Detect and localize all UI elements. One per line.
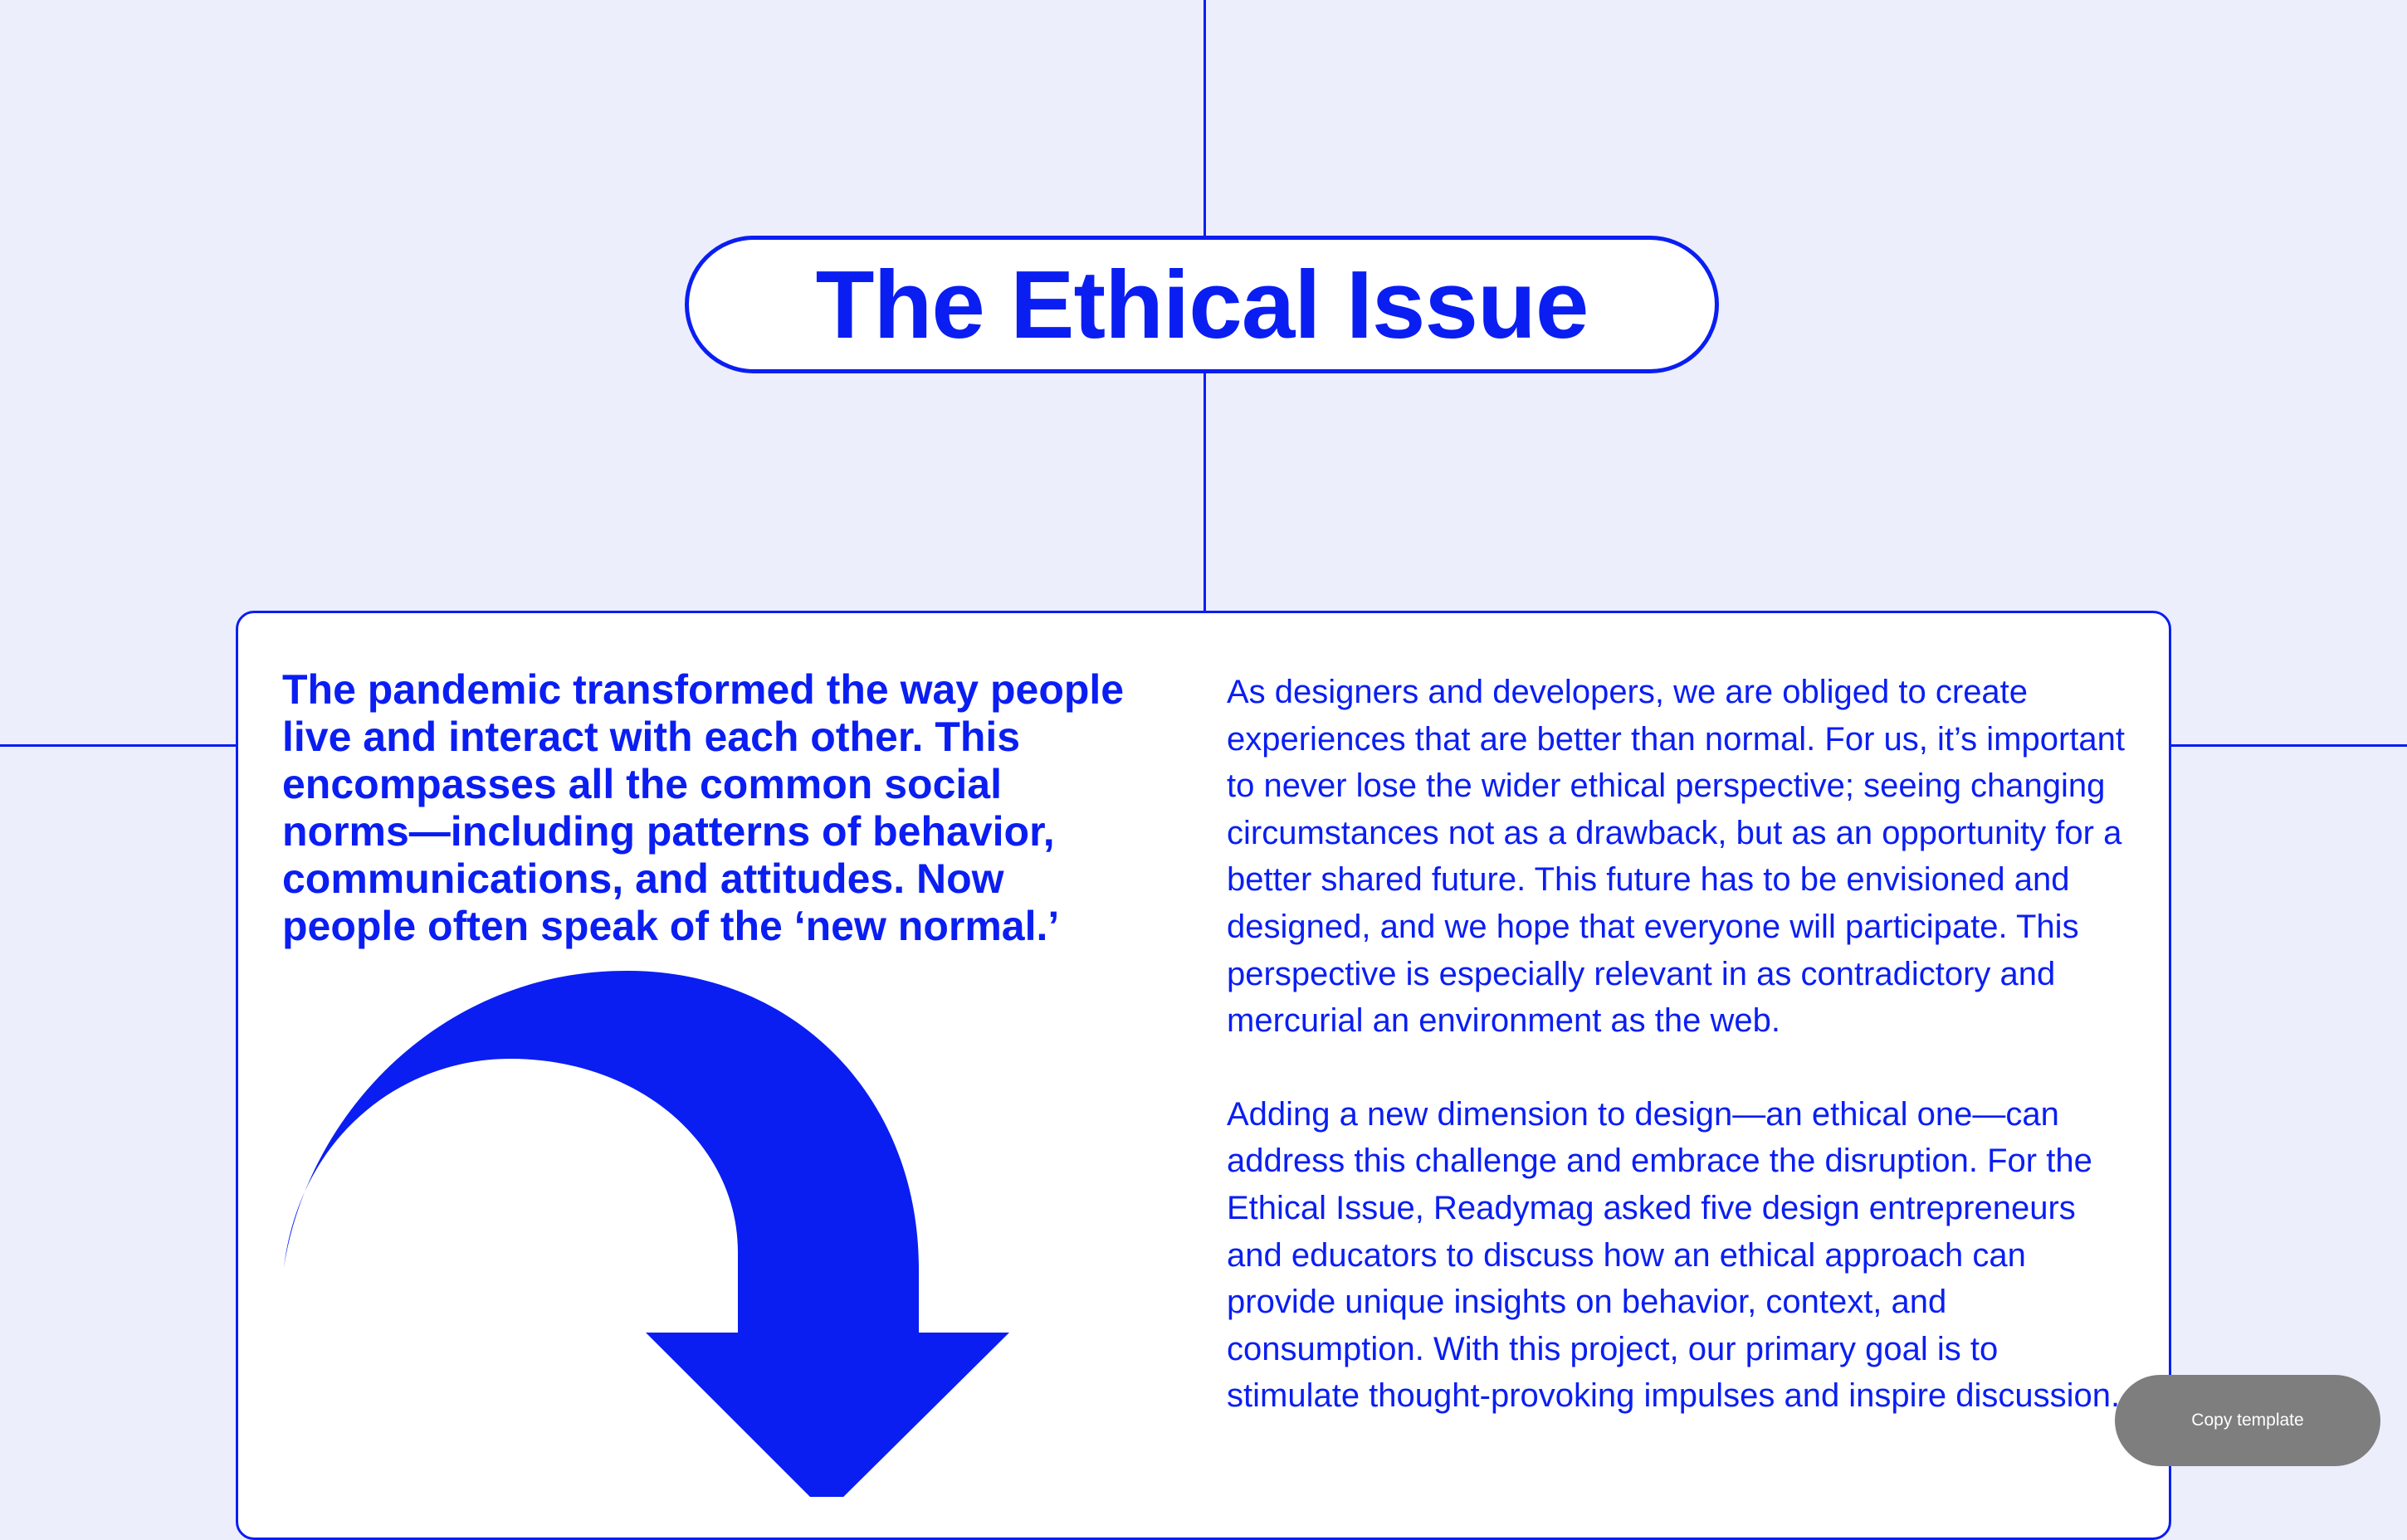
lead-text: The pandemic transformed the way people live and interact with each other. This encompasses all the common social norms—including patterns of behavior, communications, and attitudes. Now people often speak of the ‘new normal.’ [282, 666, 1125, 949]
curved-down-arrow-icon [282, 966, 1013, 1497]
connector-line-top [1204, 0, 1206, 236]
copy-template-button[interactable]: Copy template [2115, 1375, 2380, 1466]
title-pill [685, 236, 1719, 373]
body-paragraph: Adding a new dimension to design—an ethical one—can address this challenge and embrace the disruption. For the Ethical Issue, Readymag asked five design entrepreneurs and educators to discuss how an ethical approach can provide unique insights on behavior, context, and consumption. With this project, our primary goal is to stimulate thought-provoking impulses and inspire discussion. [1227, 1095, 2121, 1415]
page-title: The Ethical Issue [815, 251, 1589, 358]
connector-line-left [0, 744, 237, 747]
body-paragraph: As designers and developers, we are obliged to create experiences that are better than normal. For us, it’s important to never lose the wider ethical perspective; seeing changing circumstances not as a drawback, but as an opportunity for a better shared future. This future has to be envisioned and designed, and we hope that everyone will participate. This perspective is especially relevant in as contradictory and mercurial an environment as the web. [1227, 674, 2126, 1040]
connector-line-middle [1204, 373, 1206, 612]
body-text [1227, 669, 2131, 1466]
connector-line-right [2170, 744, 2407, 747]
